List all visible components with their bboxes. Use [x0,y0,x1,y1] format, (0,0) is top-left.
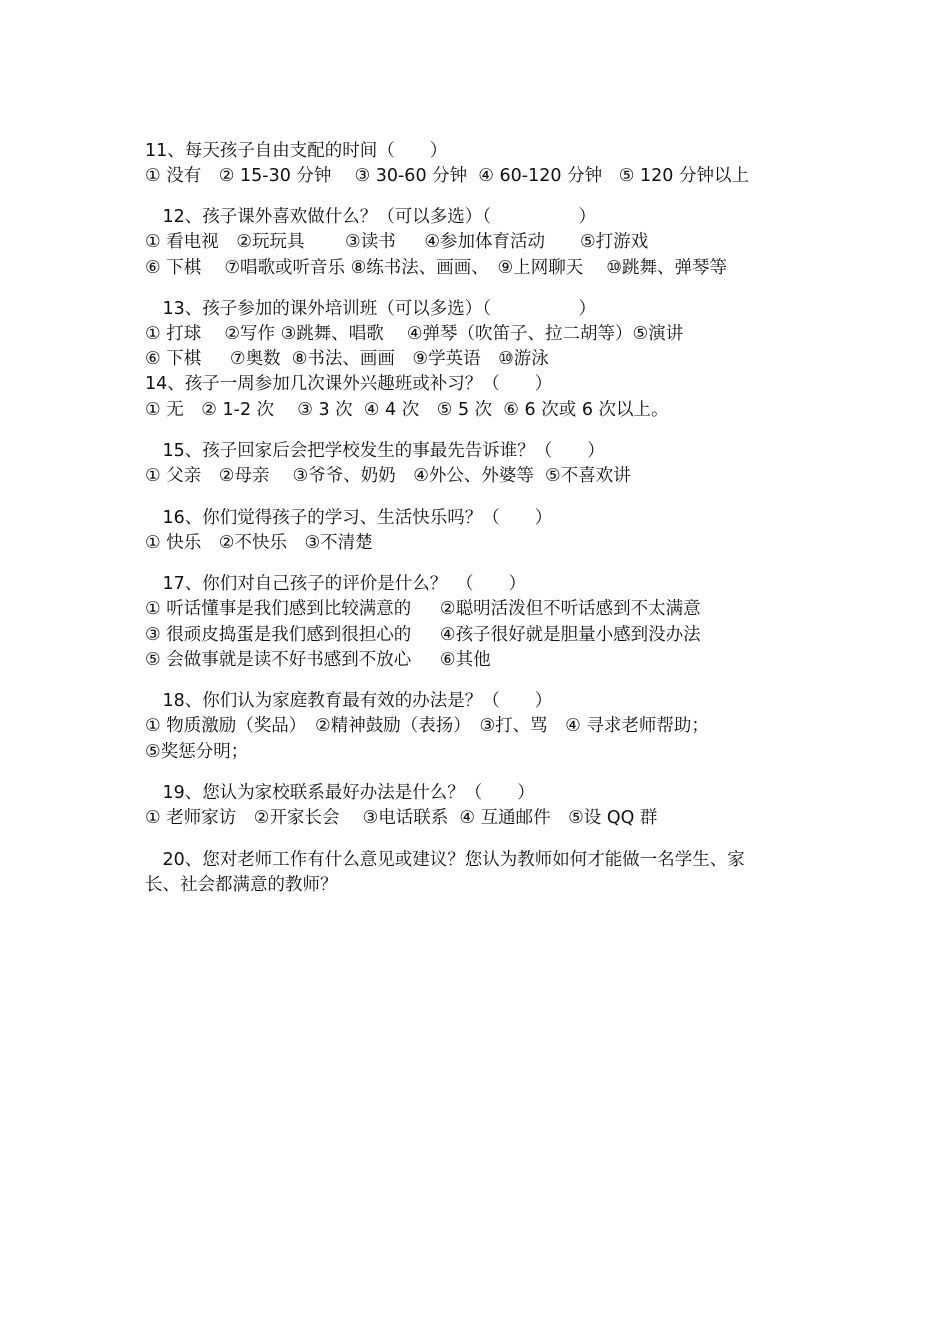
question-12-title: 12、孩子课外喜欢做什么？（可以多选）（ ） [145,207,597,227]
question-19-title: 19、您认为家校联系最好办法是什么？（ ） [145,783,535,803]
question-17-options-row1: ① 听话懂事是我们感到比较满意的 ②聪明活泼但不听话感到不太满意 [145,599,701,619]
question-18-options-row2: ⑤奖惩分明； [145,742,249,762]
question-12-options-row1: ① 看电视 ②玩玩具 ③读书 ④参加体育活动 ⑤打游戏 [145,232,649,252]
question-16-title: 16、你们觉得孩子的学习、生活快乐吗？（ ） [145,508,553,528]
question-15-title: 15、孩子回家后会把学校发生的事最先告诉谁？（ ） [145,441,605,461]
question-17-options-row2: ③ 很顽皮捣蛋是我们感到很担心的 ④孩子很好就是胆量小感到没办法 [145,625,701,645]
question-14-options: ① 无 ② 1-2 次 ③ 3 次 ④ 4 次 ⑤ 5 次 ⑥ 6 次或 6 次以上。 [145,400,669,420]
question-11-title: 11、每天孩子自由支配的时间（ ） [145,141,448,161]
question-20-continuation: 长、社会都满意的教师？ [145,875,338,895]
question-17-options-row3: ⑤ 会做事就是读不好书感到不放心 ⑥其他 [145,650,491,670]
question-19-options: ① 老师家访 ②开家长会 ③电话联系 ④ 互通邮件 ⑤设 QQ 群 [145,808,658,828]
question-12-options-row2: ⑥ 下棋 ⑦唱歌或听音乐 ⑧练书法、画画、 ⑨上网聊天 ⑩跳舞、弹琴等 [145,258,727,278]
question-11-options: ① 没有 ② 15-30 分钟 ③ 30-60 分钟 ④ 60-120 分钟 ⑤ 120 分钟以上 [145,166,749,186]
question-13-options-row1: ① 打球 ②写作 ③跳舞、唱歌 ④弹琴（吹笛子、拉二胡等）⑤演讲 [145,324,684,344]
question-15-options: ① 父亲 ②母亲 ③爷爷、奶奶 ④外公、外婆等 ⑤不喜欢讲 [145,466,631,486]
question-14-title: 14、孩子一周参加几次课外兴趣班或补习？（ ） [145,374,553,394]
question-17-title: 17、你们对自己孩子的评价是什么？ （ ） [145,574,527,594]
question-20-title: 20、您对老师工作有什么意见或建议？您认为教师如何才能做一名学生、家 [145,850,745,870]
question-16-options: ① 快乐 ②不快乐 ③不清楚 [145,533,373,553]
question-13-options-row2: ⑥ 下棋 ⑦奥数 ⑧书法、画画 ⑨学英语 ⑩游泳 [145,349,549,369]
question-18-options-row1: ① 物质激励（奖品） ②精神鼓励（表扬） ③打、骂 ④ 寻求老师帮助； [145,716,709,736]
question-18-title: 18、你们认为家庭教育最有效的办法是？（ ） [145,691,553,711]
question-13-title: 13、孩子参加的课外培训班（可以多选）（ ） [145,299,597,319]
